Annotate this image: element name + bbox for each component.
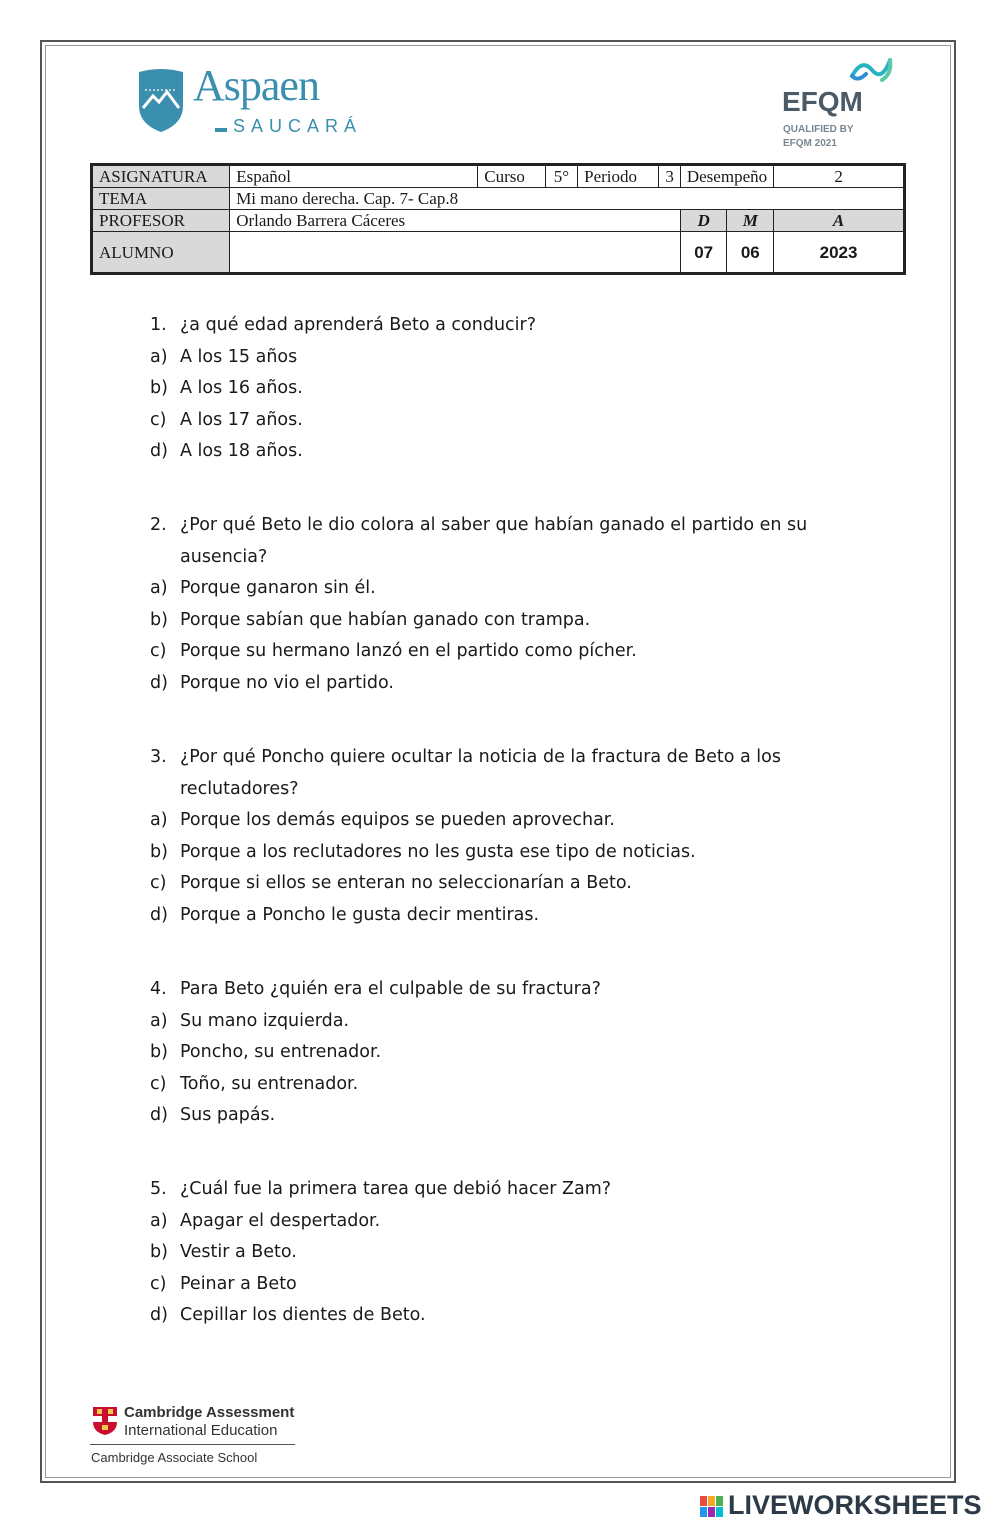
option-text: Su mano izquierda.: [180, 1010, 350, 1031]
option-mark: a): [150, 1010, 168, 1031]
option-mark: d): [150, 904, 168, 925]
year-header: A: [774, 210, 905, 232]
question-number: 2.: [150, 515, 167, 535]
option-mark: b): [150, 1042, 168, 1062]
question-text-continued: ausencia?: [180, 546, 268, 567]
option-text: A los 16 años.: [180, 378, 303, 398]
option-text: Poncho, su entrenador.: [180, 1042, 382, 1062]
year-value: 2023: [774, 232, 905, 274]
option-text: Porque si ellos se enteran no seleccionarían a Beto.: [180, 873, 632, 893]
question-text: Para Beto ¿quién era el culpable de su fractura?: [180, 979, 601, 999]
option-mark: b): [150, 1242, 168, 1262]
option-mark: d): [150, 441, 168, 461]
option-text: Toño, su entrenador.: [180, 1073, 359, 1094]
option-text: Porque sabían que habían ganado con trampa.: [180, 609, 591, 630]
question-text: ¿a qué edad aprenderá Beto a conducir?: [180, 315, 537, 335]
option-mark: b): [150, 378, 168, 398]
liveworksheets-icon: [700, 1496, 724, 1518]
option-mark: b): [150, 841, 168, 862]
question-text: ¿Por qué Beto le dio colora al saber que habían ganado el partido en su: [180, 515, 808, 535]
option-mark: d): [150, 1305, 168, 1325]
cambridge-crest-icon: [92, 1406, 118, 1436]
alumno-field[interactable]: [230, 232, 681, 274]
cambridge-divider: [90, 1444, 295, 1445]
alumno-label: ALUMNO: [92, 232, 230, 274]
option-text: Porque ganaron sin él.: [180, 578, 376, 598]
cambridge-line3: Cambridge Associate School: [91, 1450, 258, 1465]
option-mark: b): [150, 609, 168, 630]
desempeno-label: Desempeño: [680, 165, 773, 188]
day-header: D: [680, 210, 727, 232]
option-text: A los 15 años: [180, 346, 298, 367]
liveworksheets-watermark: [700, 1490, 995, 1524]
option-mark: a): [150, 578, 168, 598]
efqm-logo: [782, 52, 902, 152]
question-number: 5.: [150, 1179, 167, 1199]
option-text: Porque a los reclutadores no les gusta ese tipo de noticias.: [180, 841, 696, 862]
option-mark: a): [150, 1210, 168, 1231]
header-info-table: [90, 163, 906, 275]
option-mark: c): [150, 641, 167, 661]
school-subname: SAUCARÁ: [233, 116, 363, 136]
option-mark: d): [150, 672, 168, 693]
option-mark: c): [150, 1073, 167, 1094]
liveworksheets-wordmark: LIVEWORKSHEETS: [728, 1490, 982, 1520]
option-mark: a): [150, 810, 168, 830]
option-mark: c): [150, 873, 167, 893]
asignatura-value: Español: [230, 165, 478, 188]
option-text: Porque los demás equipos se pueden aprovechar.: [180, 810, 615, 830]
logo-dash: [215, 128, 227, 132]
question-text-continued: reclutadores?: [180, 778, 299, 799]
periodo-label: Periodo: [578, 165, 659, 188]
tema-value: Mi mano derecha. Cap. 7- Cap.8: [230, 188, 905, 210]
month-value: 06: [727, 232, 774, 274]
option-text: Porque a Poncho le gusta decir mentiras.: [180, 904, 540, 925]
efqm-wordmark: EFQM: [782, 86, 863, 117]
curso-label: Curso: [478, 165, 545, 188]
aspaen-logo: [135, 61, 395, 138]
option-mark: a): [150, 346, 168, 367]
day-value: 07: [680, 232, 727, 274]
option-text: Sus papás.: [180, 1105, 276, 1125]
efqm-ribbon-icon: [848, 52, 894, 88]
question-number: 3.: [150, 747, 167, 767]
option-text: Peinar a Beto: [180, 1273, 297, 1294]
efqm-qualified-line1: QUALIFIED BY: [783, 124, 854, 135]
cambridge-logo: [90, 1404, 330, 1474]
option-text: Vestir a Beto.: [180, 1242, 297, 1262]
cambridge-line1: Cambridge Assessment: [124, 1404, 295, 1421]
option-mark: d): [150, 1105, 168, 1125]
month-header: M: [727, 210, 774, 232]
question-number: 4.: [150, 979, 167, 999]
option-text: Porque no vio el partido.: [180, 672, 394, 693]
option-text: A los 18 años.: [180, 441, 303, 461]
school-name: Aspaen: [193, 61, 319, 110]
cambridge-line2: International Education: [124, 1422, 278, 1439]
question-text: ¿Por qué Poncho quiere ocultar la noticia de la fractura de Beto a los: [180, 747, 781, 767]
option-text: A los 17 años.: [180, 409, 303, 430]
option-mark: c): [150, 1273, 167, 1294]
profesor-label: PROFESOR: [92, 210, 230, 232]
asignatura-label: ASIGNATURA: [92, 165, 230, 188]
tema-label: TEMA: [92, 188, 230, 210]
efqm-qualified-line2: EFQM 2021: [783, 138, 837, 149]
option-text: Porque su hermano lanzó en el partido como pícher.: [180, 641, 637, 661]
option-text: Apagar el despertador.: [180, 1210, 381, 1231]
question-text: ¿Cuál fue la primera tarea que debió hacer Zam?: [180, 1179, 612, 1199]
periodo-value: 3: [659, 165, 681, 188]
option-mark: c): [150, 409, 167, 430]
curso-value: 5°: [545, 165, 578, 188]
question-number: 1.: [150, 315, 167, 335]
profesor-value: Orlando Barrera Cáceres: [230, 210, 681, 232]
aspaen-shield-icon: [135, 68, 187, 134]
option-text: Cepillar los dientes de Beto.: [180, 1305, 426, 1325]
desempeno-value: 2: [774, 165, 905, 188]
